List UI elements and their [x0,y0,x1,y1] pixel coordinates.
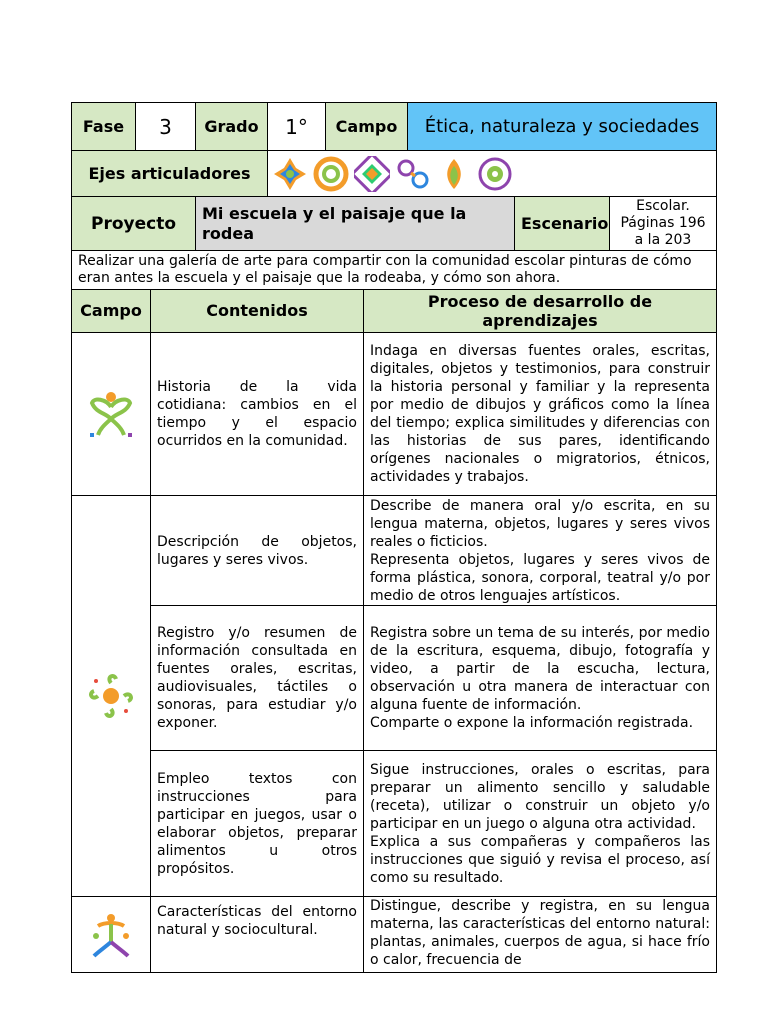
ejes-icons [268,151,717,197]
contenido-cell: Registro y/o resumen de información consultada en fuentes orales, escritas, audiovisuales, táctiles o sonoras, para estudiar y/o exponer. [151,606,364,751]
interculturalidad-icon [354,156,390,192]
proyecto-label: Proyecto [72,197,196,251]
campo-cell [72,897,151,973]
campo-value: Ética, naturaleza y sociedades [408,103,717,151]
content-table [71,250,717,973]
contenido-cell: Descripción de objetos, lugares y seres vivos. [151,496,364,606]
de-lo-humano-icon [86,910,136,960]
table-row [72,751,717,897]
igualdad-genero-icon [395,156,431,192]
table-row [72,333,717,496]
pensamiento-critico-icon [313,156,349,192]
inclusion-icon [272,156,308,192]
proceso-cell: Distingue, describe y registra, en su lengua materna, las características del entorno natural: plantas, animales, cuerpos de agua, si hace frío o calor, frecuencia de [364,897,717,973]
proceso-cell: Describe de manera oral y/o escrita, en su lengua materna, objetos, lugares y seres vivos reales o ficticios. Representa objetos, lugares y seres vivos de forma plástica, sonora, corporal, teatral y/o por medio de otros lenguajes artísticos. [364,496,717,606]
artes-icon [477,156,513,192]
contenido-cell: Características del entorno natural y sociocultural. [151,897,364,973]
etica-naturaleza-icon [86,389,136,439]
header-table [71,102,717,251]
fase-label: Fase [72,103,136,151]
table-row [72,606,717,751]
fase-value: 3 [136,103,196,151]
contenido-cell: Historia de la vida cotidiana: cambios en el tiempo y el espacio ocurridos en la comunidad. [151,333,364,496]
lenguajes-icon [86,671,136,721]
col-proceso: Proceso de desarrollo de aprendizajes [364,290,717,333]
col-contenidos: Contenidos [151,290,364,333]
grado-label: Grado [196,103,268,151]
proceso-cell: Sigue instrucciones, orales o escritas, para preparar un alimento sencillo y saludable (receta), utilizar o construir un objeto y/o participar en un juego o alguna otra actividad. Explica a sus compañeras y compañeros las instrucciones que siguió y revisa el proceso, así como su resultado. [364,751,717,897]
col-campo: Campo [72,290,151,333]
contenido-cell: Empleo textos con instrucciones para participar en juegos, usar o elaborar objetos, preparar alimentos u otros propósitos. [151,751,364,897]
escenario-label: Escenario [515,197,610,251]
campo-cell [72,496,151,897]
ejes-label: Ejes articuladores [72,151,268,197]
proyecto-value: Mi escuela y el paisaje que la rodea [196,197,515,251]
grado-value: 1° [268,103,326,151]
escenario-value: Escolar. Páginas 196 a la 203 [610,197,717,251]
table-row [72,897,717,973]
campo-cell [72,333,151,496]
campo-label: Campo [326,103,408,151]
project-description: Realizar una galería de arte para compartir con la comunidad escolar pinturas de cómo eran antes la escuela y el paisaje que la rodeaba, y cómo son ahora. [72,251,717,290]
proceso-cell: Registra sobre un tema de su interés, por medio de la escritura, esquema, dibujo, fotografía y video, a partir de la escucha, lectura, observación u otra manera de interactuar con alguna fuente de información. Comparte o expone la información registrada. [364,606,717,751]
proceso-cell: Indaga en diversas fuentes orales, escritas, digitales, objetos y testimonios, para construir la historia personal y familiar y la representa por medio de dibujos y gráficos como la línea del tiempo; explica similitudes y diferencias con las historias de sus pares, identificando orígenes nacionales o migratorios, étnicos, actividades y trabajos. [364,333,717,496]
vida-saludable-icon [436,156,472,192]
table-row [72,496,717,606]
